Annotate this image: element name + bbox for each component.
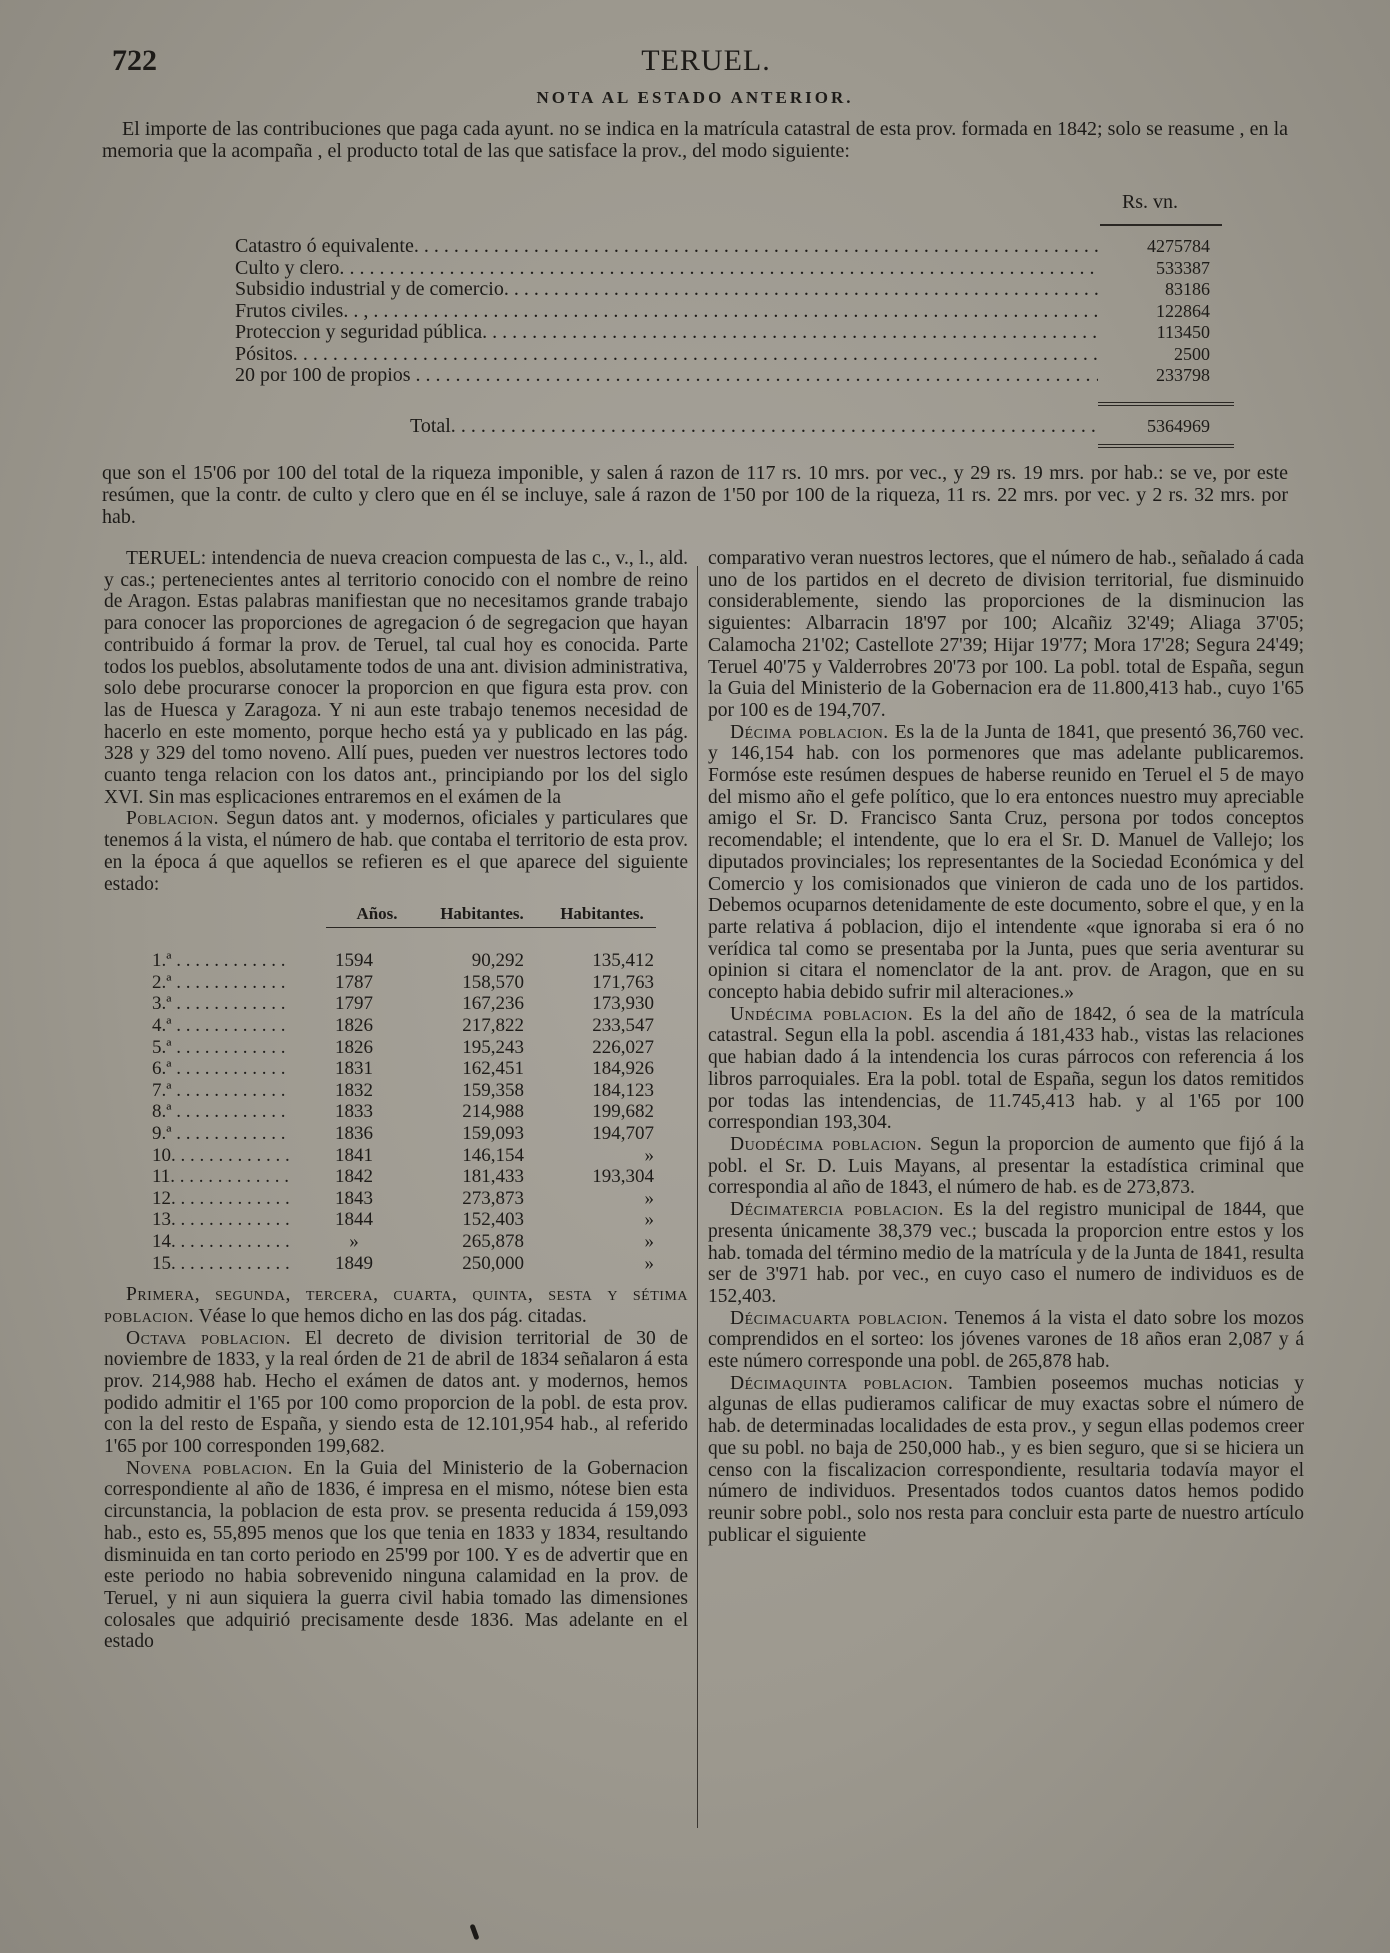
- population-row: [104, 1080, 688, 1102]
- population-habitantes-1: 159,358: [462, 1079, 524, 1101]
- paragraph-text: Véase lo que hemos dicho en las dos pág. citadas.: [194, 1305, 587, 1327]
- paragraph-text: Es la del año de 1842, ó sea de la matrícula catastral. Segun ella la pobl. ascendia á 181,433 hab., vistas las relaciones que habian dado á la intendencia los curas párrocos con referencia á los libros parroquiales. Era la pobl. total de España, segun los datos remitidos por todas las intendencias, de 11.745,413 hab. y al 1'65 por 100 correspondian 193,304.: [708, 1003, 1304, 1134]
- paragraph-text: Segun la proporcion de aumento que fijó á la pobl. el Sr. D. Luis Mayans, al presentar la estadística criminal que correspondia al año de 1843, el número de hab. es de 273,873.: [708, 1133, 1304, 1199]
- paragraph-text: En la Guia del Ministerio de la Gobernacion correspondiente al año de 1836, é impresa en el mismo, nótese bien esta circunstancia, la poblacion de esta prov. se presenta reducida á 159,093 hab., esto es, 55,895 menos que los que tenia en 1833 y 1834, resultando disminuida en tan corto periodo en 25'99 por 100. Y es de advertir que en este periodo no habia sobrevenido ninguna calamidad en la prov. de Teruel, y ni aun siquiera la guerra civil habia tomado las dimensiones colosales que adquirió precisamente desde 1836. Mas adelante en el estado: [104, 1457, 688, 1653]
- population-ordinal: 6.ª . . .: [104, 1058, 304, 1080]
- contribution-label: Pósitos. . . .: [235, 344, 1098, 366]
- population-ordinal: 15. . . .: [104, 1253, 304, 1275]
- section-lead: Décimaquinta poblacion.: [730, 1372, 954, 1394]
- population-habitantes-2: 184,926: [592, 1058, 654, 1080]
- header-years: Años.: [356, 904, 398, 924]
- population-habitantes-2: »: [644, 1252, 654, 1274]
- contribution-value: 83186: [1165, 279, 1210, 299]
- population-year: »: [349, 1230, 359, 1252]
- contribution-label: Catastro ó equivalente. . . .: [235, 236, 1098, 258]
- population-row: [104, 993, 688, 1015]
- population-row: [104, 1209, 688, 1231]
- paragraph-primera-septima: [104, 1284, 688, 1327]
- contribution-value: 2500: [1174, 343, 1210, 364]
- paragraph-continuation: comparativo veran nuestros lectores, que el número de hab., señalado á cada uno de los partidos en el decreto de division territorial, fue disminuido considerablemente, siendo las proporciones de la disminucion las siguientes: Albarracin 18'97 por 100; Alcañiz 32'49; Aliaga 37'05; Calamocha 21'02; Castellote 27'39; Hijar 19'77; Mora 17'28; Segura 24'49; Teruel 40'75 y Valderrobres 20'73 por 100. La pobl. total de España, segun la Guia del Ministerio de la Gobernacion era de 11.800,413 hab., cuyo 1'65 por 100 es de 194,707.: [708, 548, 1304, 721]
- contribution-value: 533387: [1156, 257, 1210, 278]
- contribution-value: 233798: [1156, 365, 1210, 385]
- population-year: 1594: [335, 950, 373, 972]
- paragraph-decima: [708, 722, 1304, 1004]
- paragraph-poblacion: [104, 808, 688, 895]
- contribution-label: Culto y clero. . . .: [235, 258, 1098, 280]
- total-value: 5364969: [1147, 416, 1210, 436]
- population-row: [104, 1123, 688, 1145]
- section-lead: Primera, segunda, tercera, cuarta, quinta, sesta y sétima poblacion.: [104, 1284, 688, 1327]
- population-row: [104, 1015, 688, 1037]
- paragraph-decimatercia: [708, 1199, 1304, 1308]
- population-habitantes-1: 273,873: [462, 1187, 524, 1209]
- population-year: 1843: [335, 1187, 373, 1209]
- paragraph-text: Segun datos ant. y modernos, oficiales y particulares que tenemos á la vista, el número de hab. que contaba el territorio de esta prov. en la época á que aquellos se refieren es el que aparece del siguiente estado:: [104, 808, 688, 895]
- population-row: [104, 1231, 688, 1253]
- contribution-value: 122864: [1156, 300, 1210, 321]
- population-ordinal: 8.ª . . .: [104, 1101, 304, 1123]
- population-year: 1797: [335, 993, 373, 1015]
- population-year: 1787: [335, 971, 373, 993]
- page-number: 722: [112, 44, 157, 77]
- population-ordinal: 5.ª . . .: [104, 1037, 304, 1059]
- population-habitantes-1: 265,878: [462, 1230, 524, 1252]
- contribution-value: 113450: [1156, 322, 1210, 342]
- population-habitantes-1: 159,093: [462, 1123, 524, 1144]
- contribution-row: [235, 301, 1210, 323]
- population-habitantes-2: 194,707: [592, 1123, 654, 1144]
- population-rows: [104, 950, 688, 1274]
- contribution-label: Proteccion y seguridad pública. . . .: [235, 322, 1098, 344]
- population-year: 1831: [335, 1058, 373, 1080]
- contribution-row: [235, 258, 1210, 280]
- population-year: 1842: [335, 1166, 373, 1188]
- header-habitantes-1: Habitantes.: [440, 904, 524, 924]
- population-year: 1836: [335, 1123, 373, 1144]
- contribution-row: [235, 322, 1210, 344]
- right-column: [708, 548, 1304, 1546]
- population-habitantes-2: 171,763: [592, 971, 654, 993]
- population-year: 1833: [335, 1101, 373, 1123]
- population-habitantes-1: 214,988: [462, 1101, 524, 1123]
- population-year: 1841: [335, 1144, 373, 1166]
- contribution-label: 20 por 100 de propios . . .: [235, 365, 1098, 387]
- section-lead: Undécima poblacion.: [730, 1003, 914, 1025]
- population-habitantes-2: 184,123: [592, 1079, 654, 1101]
- section-lead: Poblacion.: [126, 808, 220, 830]
- population-table-header: [104, 901, 688, 927]
- population-habitantes-1: 146,154: [462, 1144, 524, 1166]
- left-column: [104, 548, 688, 1653]
- population-row: [104, 1166, 688, 1188]
- population-habitantes-2: 199,682: [592, 1101, 654, 1123]
- note-outro-text: que son el 15'06 por 100 del total de la riqueza imponible, y salen á razon de 117 rs. 10 mrs. por vec., y 29 rs. 19 mrs. por hab.: se ve, por este resúmen, que la contr. de culto y clero que en él se incluye, sale á razon de 1'50 por 100 de la riqueza, 11 rs. 22 mrs. por vec. y 2 rs. 32 mrs. por hab.: [102, 462, 1288, 528]
- population-habitantes-1: 158,570: [462, 971, 524, 993]
- population-ordinal: 7.ª . . .: [104, 1080, 304, 1102]
- contribution-table: [235, 236, 1210, 387]
- population-habitantes-2: 233,547: [592, 1015, 654, 1037]
- population-habitantes-1: 195,243: [462, 1036, 524, 1058]
- contribution-row: [235, 279, 1210, 301]
- population-habitantes-1: 181,433: [462, 1166, 524, 1188]
- population-year: 1832: [335, 1079, 373, 1101]
- population-habitantes-2: 226,027: [592, 1036, 654, 1058]
- total-row: [410, 414, 1210, 438]
- population-ordinal: 1.ª . . .: [104, 950, 304, 972]
- paragraph-intendencia: TERUEL: intendencia de nueva creacion compuesta de las c., v., l., ald. y cas.; pertenecientes antes al territorio conocido con el nombre de reino de Aragon. Estas palabras manifiestan que no necesitamos grande trabajo para conocer las proporciones de agregacion ó de segregacion que hayan contribuido á formar la prov. de Teruel, tal cual hoy es conocida. Parte todos los pueblos, absolutamente todos de una ant. division administrativa, solo debe procurarse conocer la proporcion en que figura esta prov. con las de Huesca y Zaragoza. Y ni aun este trabajo tenemos necesidad de hacerlo en este momento, porque hecho está ya y publicado en las pág. 328 y 329 del tomo noveno. Allí pues, pueden ver nuestros lectores todo cuanto tenga relacion con los datos ant., principiando por los del siglo XVI. Sin mas esplicaciones entraremos en el exámen de la: [104, 548, 688, 808]
- population-habitantes-2: 193,304: [592, 1166, 654, 1188]
- running-title: TERUEL.: [641, 44, 771, 77]
- population-row: [104, 950, 688, 972]
- population-ordinal: 2.ª . . .: [104, 972, 304, 994]
- paragraph-text: Tambien poseemos muchas noticias y algunas de ellas pudieramos calificar de muy exactas sobre el número de hab. de determinadas localidades de esta prov., y segun ellas podemos creer que su pobl. no baja de 250,000 hab., y es bien seguro, que si se hiciera un censo con la fiscalizacion correspondiente, resultaria todavía mayor el número de individuos. Presentados todos cuantos datos hemos podido reunir sobre pobl., solo nos resta para concluir esta parte de nuestro artículo publicar el siguiente: [708, 1372, 1304, 1546]
- section-lead: Novena poblacion.: [126, 1457, 293, 1479]
- paragraph-duodecima: [708, 1134, 1304, 1199]
- population-habitantes-2: »: [644, 1187, 654, 1209]
- contribution-row: [235, 236, 1210, 258]
- contribution-row: [235, 365, 1210, 387]
- population-ordinal: 14. . . .: [104, 1231, 304, 1253]
- currency-header: Rs. vn.: [1121, 191, 1179, 213]
- total-rule-top: [1098, 402, 1234, 406]
- column-divider: [697, 566, 698, 1828]
- population-row: [104, 1101, 688, 1123]
- population-ordinal: 11. . . .: [104, 1166, 304, 1188]
- population-habitantes-2: 173,930: [592, 993, 654, 1015]
- section-lead: Octava poblacion.: [126, 1327, 291, 1349]
- note-title: NOTA AL ESTADO ANTERIOR.: [536, 88, 854, 107]
- note-outro: [102, 462, 1288, 528]
- total-rule-bottom: [1098, 444, 1234, 448]
- section-lead: Décimacuarta poblacion.: [730, 1307, 949, 1329]
- paragraph-text: Tenemos á la vista el dato sobre los mozos comprendidos en el sorteo: los jóvenes varones de 18 años eran 2,087 y á este número corresponde una pobl. de 265,878 hab.: [708, 1307, 1304, 1373]
- population-habitantes-1: 167,236: [462, 993, 524, 1015]
- section-lead: Décima poblacion.: [730, 721, 889, 743]
- population-table: [104, 901, 688, 1274]
- population-table-rule: [326, 927, 656, 928]
- population-habitantes-1: 162,451: [462, 1058, 524, 1080]
- paragraph-text: Es la del registro municipal de 1844, que presenta únicamente 38,379 vec.; buscada la proporcion entre estos y los hab. tomada del término medio de la matrícula y de la Junta de 1841, resulta ser de 3'971 hab. por vec., en cuyo caso el numero de individuos es de 152,403.: [708, 1199, 1304, 1307]
- population-ordinal: 13. . . .: [104, 1209, 304, 1231]
- paragraph-octava: [104, 1328, 688, 1458]
- population-row: [104, 1058, 688, 1080]
- paragraph-text: El decreto de division territorial de 30 de noviembre de 1833, y la real órden de 21 de abril de 1834 señalaron á esta prov. 214,988 hab. Hecho el exámen de datos ant. y modernos, hemos podido admitir el 1'65 por 100 como proporcion de la pobl. de esta prov. con la del resto de España, y siendo esta de 12.101,954 hab., al referido 1'65 por 100 corresponden 199,682.: [104, 1327, 688, 1458]
- population-ordinal: 12. . . .: [104, 1188, 304, 1210]
- population-row: [104, 1037, 688, 1059]
- contribution-label: Subsidio industrial y de comercio. . . .: [235, 279, 1098, 301]
- population-ordinal: 4.ª . . .: [104, 1015, 304, 1037]
- population-year: 1849: [335, 1252, 373, 1274]
- population-habitantes-1: 90,292: [471, 950, 524, 972]
- section-lead: Décimatercia poblacion.: [730, 1199, 945, 1221]
- population-habitantes-2: 135,412: [592, 950, 654, 972]
- population-year: 1826: [335, 1036, 373, 1058]
- contribution-value: 4275784: [1147, 236, 1210, 256]
- header-habitantes-2: Habitantes.: [560, 904, 644, 924]
- page-header: [112, 44, 1300, 84]
- population-row: [104, 972, 688, 994]
- population-year: 1826: [335, 1015, 373, 1037]
- population-habitantes-2: »: [644, 1209, 654, 1231]
- paragraph-novena: [104, 1458, 688, 1653]
- population-habitantes-1: 217,822: [462, 1015, 524, 1037]
- population-habitantes-2: »: [644, 1144, 654, 1166]
- population-row: [104, 1188, 688, 1210]
- population-ordinal: 10. . . .: [104, 1145, 304, 1167]
- population-ordinal: 9.ª . . .: [104, 1123, 304, 1145]
- population-habitantes-2: »: [644, 1230, 654, 1252]
- contribution-label: Frutos civiles. . , . . .: [235, 301, 1098, 323]
- note-intro: [102, 118, 1288, 162]
- paragraph-decimacuarta: [708, 1308, 1304, 1373]
- section-lead: Duodécima poblacion.: [730, 1133, 923, 1155]
- population-habitantes-1: 152,403: [462, 1209, 524, 1231]
- population-row: [104, 1253, 688, 1275]
- ink-mark: [469, 1924, 479, 1941]
- paragraph-text: Es la de la Junta de 1841, que presentó 36,760 vec. y 146,154 hab. con los pormenores que mas adelante publicaremos. Formóse este resúmen despues de haberse reunido en Teruel el 5 de mayo del mismo año el gefe político, que lo era entonces nuestro muy apreciable amigo el Sr. D. Francisco Santa Cruz, persona por todos conceptos recomendable; el intendente, que lo era el Sr. D. Manuel de Vallejo; los diputados provinciales; los representantes de la Sociedad Económica y del Comercio y los comisionados que vinieron de cada uno de los partidos. Debemos ocuparnos detenidamente de este documento, sobre el que, y en la parte relativa á poblacion, dijo el intendente «que ignoraba si era ó no verídica tal como se presentaba por la Junta, pues que seria aventurar su opinion si citara el nomenclator de la ant. prov. de Aragon, que en su concepto habia debido sufrir mil alteraciones.»: [708, 721, 1304, 1004]
- paragraph-undecima: [708, 1004, 1304, 1134]
- population-ordinal: 3.ª . . .: [104, 993, 304, 1015]
- note-intro-text: El importe de las contribuciones que paga cada ayunt. no se indica en la matrícula catastral de esta prov. formada en 1842; solo se reasume , en la memoria que la acompaña , el producto total de las que satisface la prov., del modo siguiente:: [102, 118, 1288, 162]
- paragraph-decimaquinta: [708, 1373, 1304, 1547]
- total-label: Total. . . .: [410, 414, 1098, 438]
- population-row: [104, 1145, 688, 1167]
- contribution-row: [235, 344, 1210, 366]
- currency-rule: [1100, 224, 1222, 226]
- population-year: 1844: [335, 1209, 373, 1231]
- population-habitantes-1: 250,000: [462, 1252, 524, 1274]
